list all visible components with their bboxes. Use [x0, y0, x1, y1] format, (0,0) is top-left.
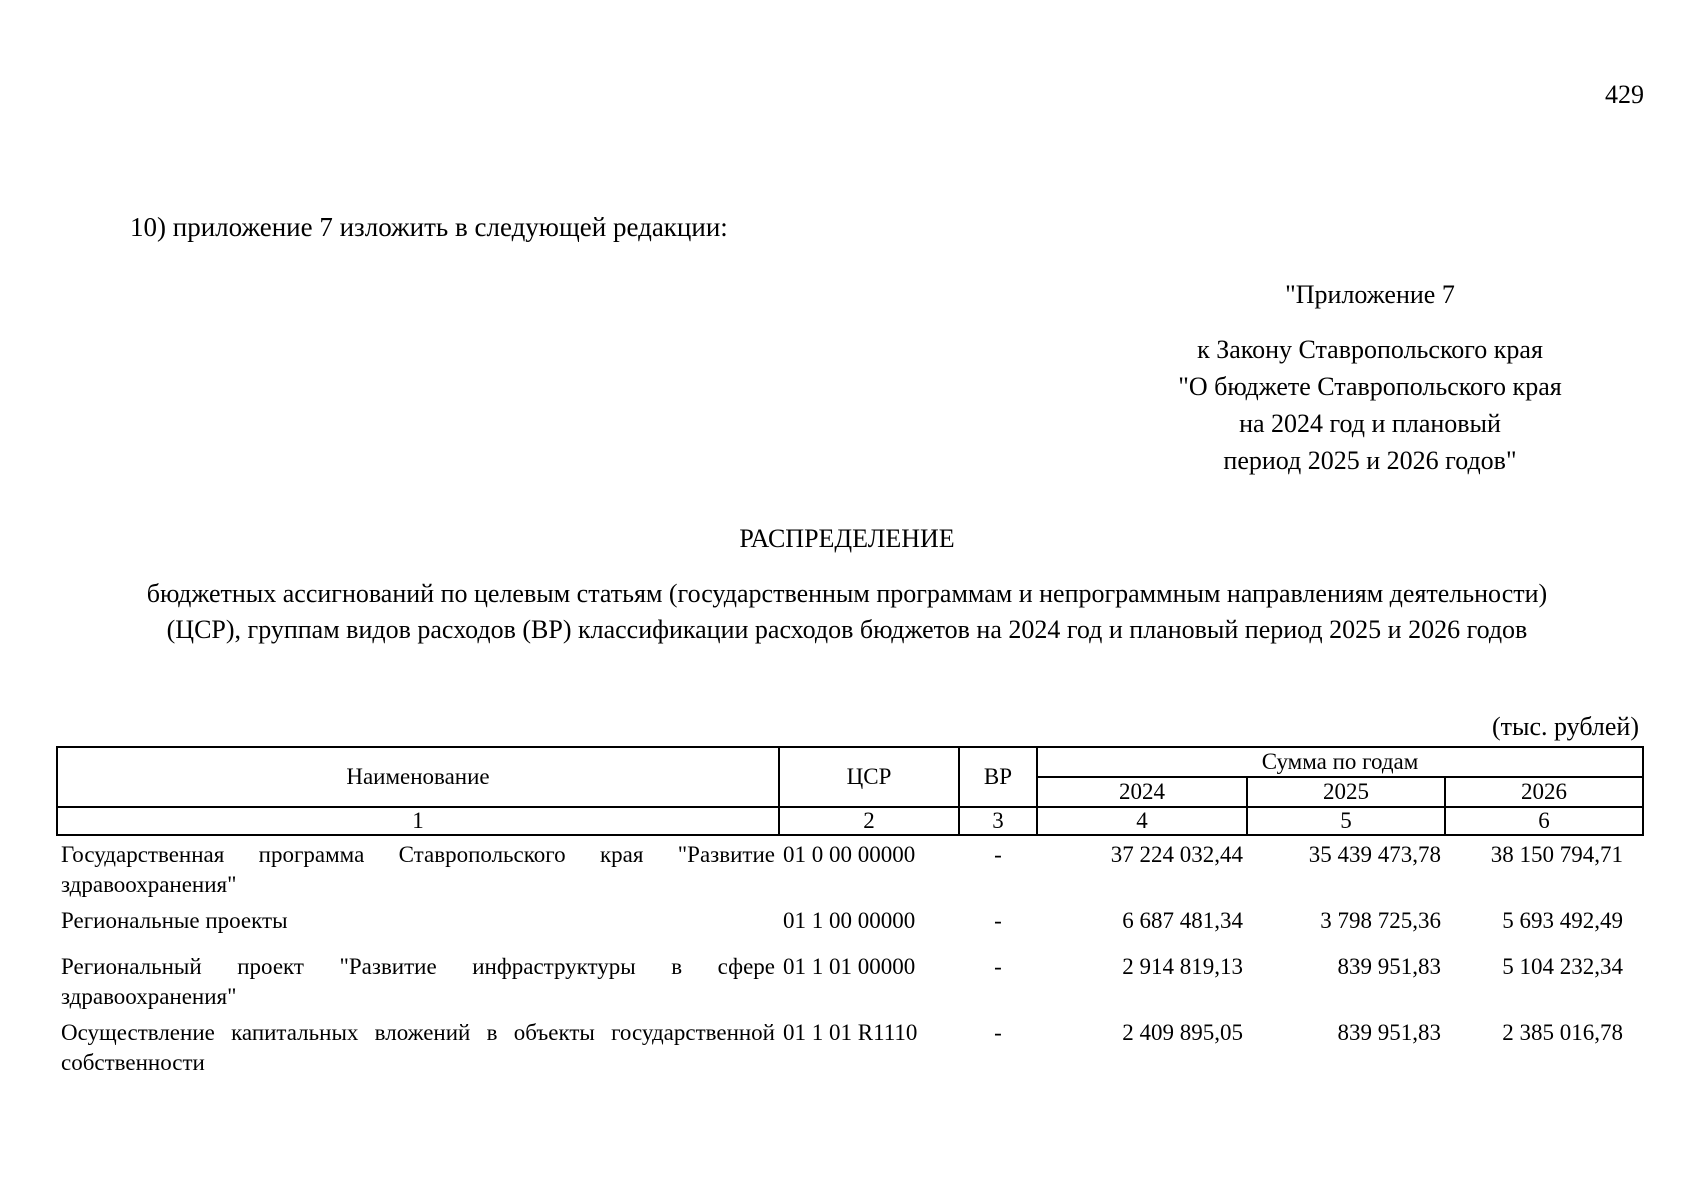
annex-ref-line: к Закону Ставропольского края	[1197, 335, 1543, 364]
row-vr: -	[994, 954, 1002, 979]
page-number: 429	[1605, 80, 1644, 109]
row-name: Региональные проекты	[61, 908, 288, 933]
row-sum-2025: 839 951,83	[1337, 954, 1441, 979]
header-vr: ВР	[959, 747, 1037, 807]
row-sum-2025: 839 951,83	[1337, 1020, 1441, 1045]
row-sum-2024: 2 914 819,13	[1122, 954, 1243, 979]
annex-label: "Приложение 7	[1285, 280, 1455, 309]
column-number: 5	[1247, 807, 1445, 835]
row-sum-2026: 5 693 492,49	[1502, 908, 1624, 933]
row-csr: 01 1 01 R1110	[783, 1020, 918, 1045]
row-name: Осуществление капитальных вложений в объекты государственной собственности	[61, 1020, 775, 1075]
row-name: Государственная программа Ставропольского края "Развитие здравоохранения"	[61, 842, 775, 897]
header-name: Наименование	[57, 747, 779, 807]
header-sum-by-years: Сумма по годам	[1037, 747, 1643, 777]
column-number: 1	[57, 807, 779, 835]
column-number: 4	[1037, 807, 1247, 835]
subtitle-line: (ЦСР), группам видов расходов (ВР) классификации расходов бюджетов на 2024 год и плановый период 2025 и 2026 годов	[166, 615, 1528, 644]
column-number: 6	[1445, 807, 1643, 835]
row-vr: -	[994, 842, 1002, 867]
row-csr: 01 1 01 00000	[783, 954, 916, 979]
row-csr: 01 0 00 00000	[783, 842, 916, 867]
header-csr: ЦСР	[779, 747, 959, 807]
table-row	[57, 948, 1643, 1014]
document-title: РАСПРЕДЕЛЕНИЕ	[739, 524, 955, 553]
document-subtitle	[0, 576, 1694, 648]
table-row	[57, 1014, 1643, 1080]
header-year-2025: 2025	[1247, 777, 1445, 807]
units-label: (тыс. рублей)	[1491, 712, 1639, 741]
row-vr: -	[994, 1020, 1002, 1045]
table-row	[57, 902, 1643, 948]
budget-table	[56, 746, 1644, 1080]
row-sum-2025: 35 439 473,78	[1308, 842, 1441, 867]
column-number: 3	[959, 807, 1037, 835]
row-sum-2024: 37 224 032,44	[1110, 842, 1243, 867]
annex-ref-line: период 2025 и 2026 годов"	[1223, 446, 1517, 475]
row-vr: -	[994, 908, 1002, 933]
row-sum-2024: 2 409 895,05	[1122, 1020, 1243, 1045]
row-sum-2026: 5 104 232,34	[1502, 954, 1624, 979]
row-csr: 01 1 00 00000	[783, 908, 916, 933]
row-sum-2024: 6 687 481,34	[1122, 908, 1243, 933]
intro-text: 10) приложение 7 изложить в следующей редакции:	[130, 212, 728, 242]
row-sum-2025: 3 798 725,36	[1320, 908, 1441, 933]
table-row	[57, 835, 1643, 902]
subtitle-line: бюджетных ассигнований по целевым статьям (государственным программам и непрограммным направлениям деятельности)	[146, 579, 1548, 608]
annex-block	[1120, 276, 1620, 479]
row-sum-2026: 2 385 016,78	[1502, 1020, 1624, 1045]
annex-ref-line: на 2024 год и плановый	[1239, 409, 1501, 438]
annex-ref	[1120, 331, 1620, 479]
row-sum-2026: 38 150 794,71	[1490, 842, 1624, 867]
header-year-2026: 2026	[1445, 777, 1643, 807]
header-year-2024: 2024	[1037, 777, 1247, 807]
row-name: Региональный проект "Развитие инфраструктуры в сфере здравоохранения"	[61, 954, 775, 1009]
annex-ref-line: "О бюджете Ставропольского края	[1178, 372, 1562, 401]
column-number: 2	[779, 807, 959, 835]
